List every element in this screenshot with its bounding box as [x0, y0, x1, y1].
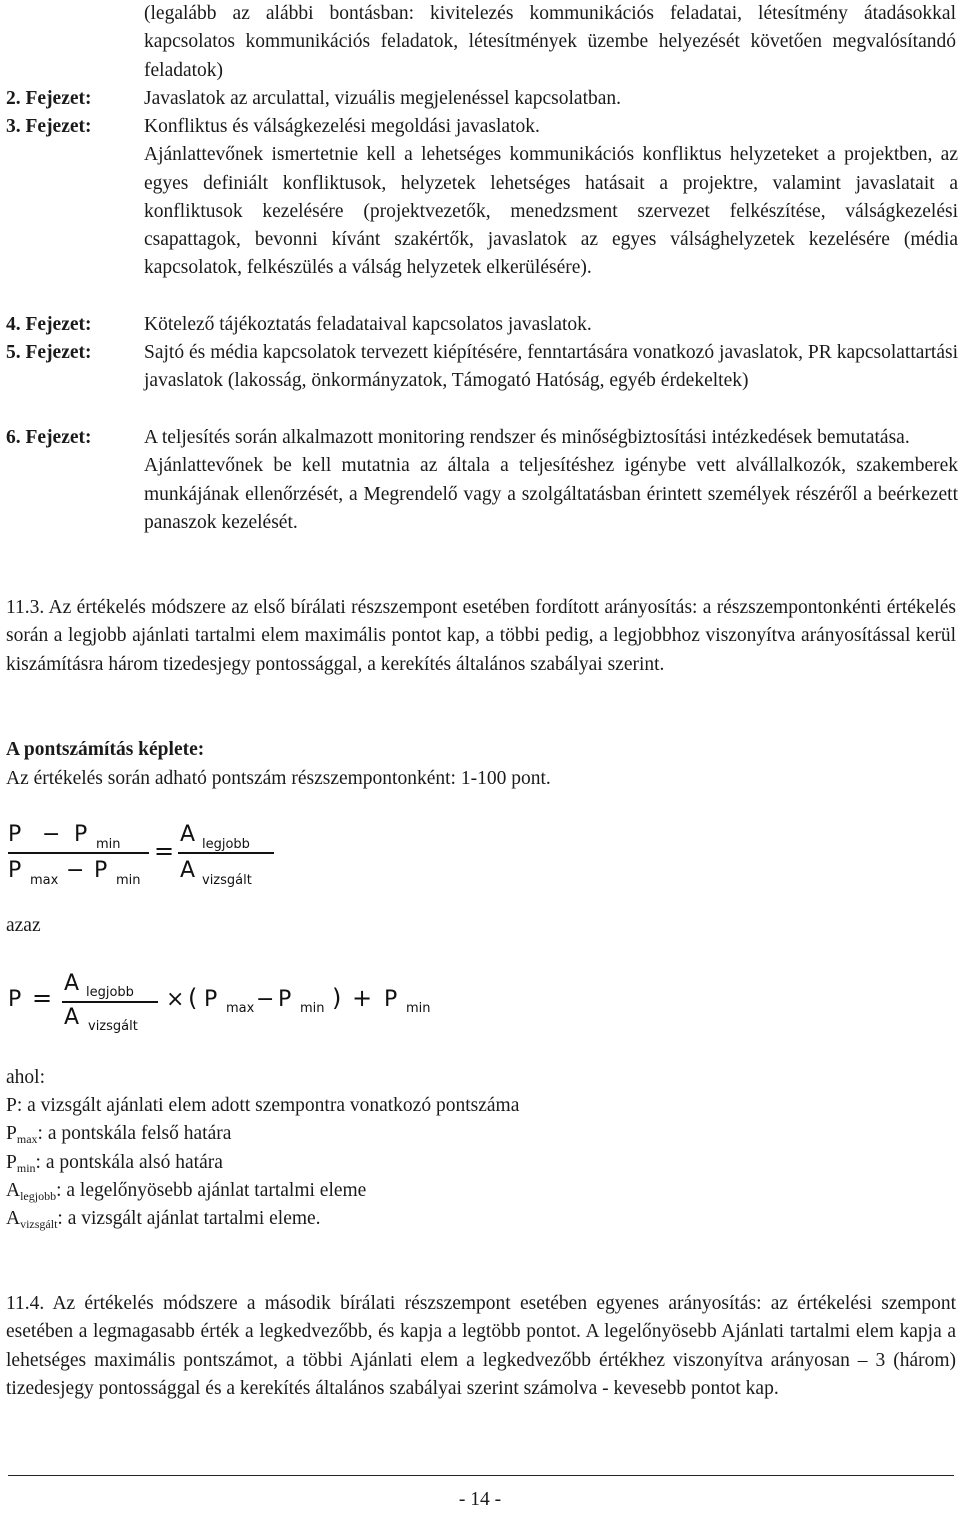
def-symbol: A	[6, 1179, 21, 1201]
def-subscript: max	[16, 1132, 38, 1147]
math-symbol: =	[32, 984, 53, 1012]
def-subscript: min	[16, 1160, 36, 1175]
definition-item	[6, 1177, 519, 1205]
formula-heading: A pontszámítás képlete:	[6, 739, 205, 760]
math-subscript: vizsgált	[88, 1019, 138, 1034]
chapter-4	[6, 311, 958, 339]
chapter-label: 6. Fejezet:	[6, 427, 92, 448]
chapter-label: 2. Fejezet:	[6, 88, 92, 109]
def-text: : a pontskála felső határa	[37, 1123, 232, 1145]
def-text: : a legelőnyösebb ajánlat tartalmi eleme	[56, 1179, 367, 1201]
chapter-title: Konfliktus és válságkezelési megoldási javaslatok.	[144, 116, 540, 137]
math-subscript: min	[406, 1001, 431, 1016]
ahol-label: ahol:	[6, 1067, 45, 1088]
math-symbol: )	[332, 984, 342, 1012]
def-text: : a vizsgált ajánlat tartalmi eleme.	[57, 1208, 321, 1230]
chapter-5	[6, 339, 958, 396]
score-range: Az értékelés során adható pontszám részszempontonként: 1-100 pont.	[6, 768, 551, 789]
chapter-title: Sajtó és média kapcsolatok tervezett kiépítésére, fenntartására vonatkozó javaslatok, PR kapcsolattartási javaslatok (lakosság, önkormányzatok, Támogató Hatóság, egyéb érdekeltek)	[144, 342, 958, 392]
chapter-title: Kötelező tájékoztatás feladataival kapcsolatos javaslatok.	[144, 314, 592, 335]
math-subscript: max	[226, 1001, 255, 1016]
math-symbol: P	[94, 858, 108, 883]
math-symbol: A	[180, 822, 196, 847]
chapter-3	[6, 113, 958, 283]
math-symbol: +	[352, 984, 373, 1012]
footer-rule	[8, 1475, 954, 1476]
def-symbol: P	[6, 1123, 17, 1145]
math-symbol: P	[8, 822, 22, 847]
chapter-title: A teljesítés során alkalmazott monitoring rendszer és minőségbiztosítási intézkedések bemutatása.	[144, 427, 910, 448]
math-subscript: min	[96, 837, 121, 852]
def-subscript: legjobb	[20, 1188, 57, 1203]
math-symbol: P	[278, 987, 292, 1012]
math-symbol: A	[64, 1005, 80, 1030]
math-symbol: P	[74, 822, 88, 847]
math-symbol: −	[256, 987, 275, 1012]
page-number: - 14 -	[458, 1489, 502, 1510]
math-symbol: A	[64, 971, 80, 996]
definition-item	[6, 1205, 519, 1233]
math-symbol: P	[8, 858, 22, 883]
chapter-2	[6, 85, 958, 113]
def-subscript: vizsgált	[20, 1217, 58, 1232]
chapter-label: 3. Fejezet:	[6, 116, 92, 137]
definition-list	[6, 1092, 519, 1233]
azaz-label: azaz	[6, 915, 41, 936]
def-text: : a pontskála alsó határa	[35, 1151, 223, 1173]
math-symbol: P	[8, 987, 22, 1012]
math-symbol: ×	[166, 987, 185, 1012]
math-symbol: −	[42, 822, 61, 847]
math-subscript: min	[116, 873, 141, 887]
chapter-title: Javaslatok az arculattal, vizuális megjelenéssel kapcsolatban.	[144, 88, 622, 109]
definition-item	[6, 1092, 519, 1120]
math-subscript: legjobb	[86, 985, 134, 1000]
formula-ratio	[6, 815, 286, 887]
math-symbol: P	[384, 987, 398, 1012]
math-subscript: max	[30, 873, 59, 887]
math-symbol: P	[204, 987, 218, 1012]
math-subscript: min	[300, 1001, 325, 1016]
def-symbol: P	[6, 1151, 17, 1173]
def-symbol: A	[6, 1208, 21, 1230]
intro-continuation: (legalább az alábbi bontásban: kivitelezés kommunikációs feladatai, létesítmény átadásokkal kapcsolatos kommunikációs feladatok, létesítmények üzembe helyezését követően megvalósítandó feladatok)	[144, 3, 956, 81]
math-symbol: =	[154, 837, 175, 865]
chapter-detail: Ajánlattevőnek be kell mutatnia az általa a teljesítéshez igénybe vett alvállalkozók, szakemberek munkájának ellenőrzését, a Megrendelő vagy a szolgáltatásban érintett személyek részéről a beérkezett panaszok kezelését.	[144, 455, 958, 533]
math-symbol: −	[66, 858, 85, 883]
math-subscript: vizsgált	[202, 873, 252, 887]
def-text: : a vizsgált ajánlati elem adott szempontra vonatkozó pontszáma	[16, 1095, 520, 1116]
formula-score	[6, 966, 446, 1036]
chapter-detail: Ajánlattevőnek ismertetnie kell a lehetséges kommunikációs konfliktus helyzeteket a projektben, az egyes definiált konfliktusok, helyzetek lehetséges hatásait a projektre, valamint javaslatait a konfliktusok kezelésére (projektvezetők, menedzsment szervezet felkészítése, válságkezelési csapattagok, bevonni kívánt szakértők, javaslatok az egyes válsághelyzetek kezelésére (média kapcsolatok, felkészülés a válság helyzetek elkerülésére).	[144, 144, 958, 279]
chapter-6	[6, 424, 958, 537]
section-11-3: 11.3. Az értékelés módszere az első bírálati részszempont esetében fordított arányosítás: a részszempontonkénti értékelés során a legjobb ajánlati tartalmi elem maximális pontot kap, a többi pedig, a legjobbhoz viszonyítva arányosítással kerül kiszámításra három tizedesjegy pontossággal, a kerekítés általános szabályai szerint.	[6, 597, 956, 675]
math-symbol: (	[188, 984, 198, 1012]
math-symbol: A	[180, 858, 196, 883]
section-11-4: 11.4. Az értékelés módszere a második bírálati részszempont esetében egyenes arányosítás: az értékelési szempont esetében a legmagasabb érték a legkedvezőbb, és kapja a legtöbb pontot. A legelőnyösebb Ajánlati tartalmi elem kapja a lehetséges maximális pontszámot, a többi Ajánlati elem a legkedvezőbb értékhez viszonyítva arányosan – 3 (három) tizedesjegy pontossággal és a kerekítés általános szabályai szerint számolva - kevesebb pontot kap.	[6, 1293, 956, 1399]
def-symbol: P	[6, 1095, 17, 1116]
math-subscript: legjobb	[202, 837, 250, 852]
definition-item	[6, 1120, 519, 1148]
chapter-label: 5. Fejezet:	[6, 342, 92, 363]
definition-item	[6, 1149, 519, 1177]
chapter-label: 4. Fejezet:	[6, 314, 92, 335]
